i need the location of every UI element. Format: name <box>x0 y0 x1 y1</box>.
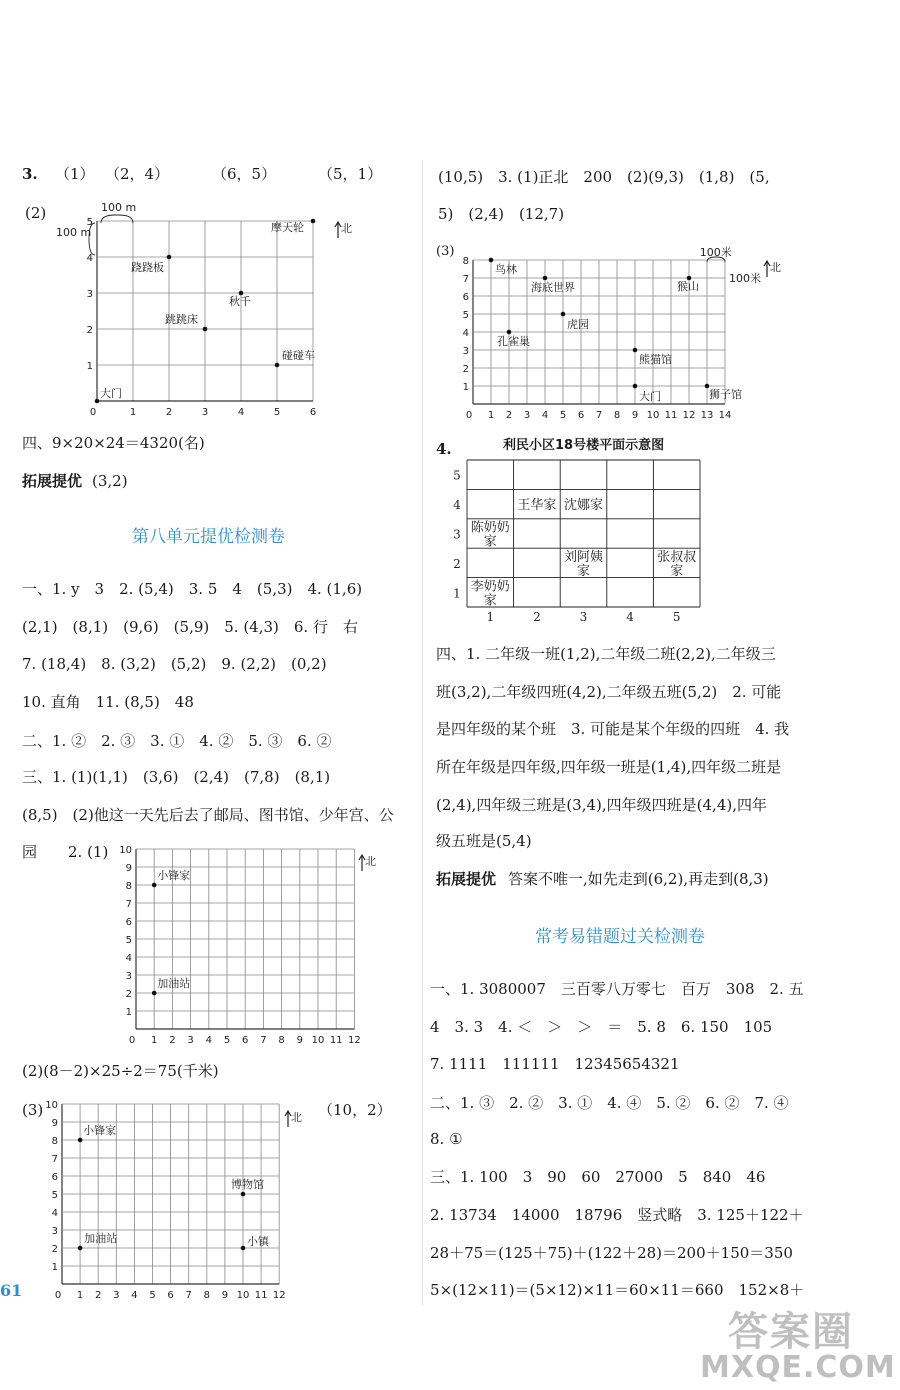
part4-line-1: 四、1. 二年级一班(1,2),二年级二班(2,2),二年级三 <box>436 645 776 663</box>
y-tick-label: 10 <box>119 845 132 856</box>
unit8-line-2: (2,1) (8,1) (9,6) (5,9) 5. (4,3) 6. 行 右 <box>22 618 358 636</box>
point-label: 狮子馆 <box>709 388 742 401</box>
left-part4-answer: 四、9×20×24＝4320(名) <box>22 434 205 452</box>
x-tick-label: 11 <box>329 1035 343 1046</box>
x-tick-label: 2 <box>169 1035 176 1046</box>
q3-number: 3. <box>22 165 38 183</box>
q3-label-right: (3) <box>436 244 455 259</box>
scale-label-vertical: 100米 <box>729 272 761 285</box>
table-cell-text: 王华家 <box>517 498 557 514</box>
y-tick-label: 3 <box>51 1226 58 1237</box>
y-tick-label: 8 <box>462 256 469 267</box>
y-tick-label: 7 <box>125 899 132 910</box>
y-tick-label: 2 <box>125 989 132 1000</box>
section8-title: 第八单元提优检测卷 <box>132 527 285 547</box>
x-tick-label: 9 <box>221 1290 229 1301</box>
x-tick-label: 12 <box>272 1290 286 1301</box>
point-label: 博物馆 <box>231 1178 264 1191</box>
scale-brace <box>101 215 133 223</box>
map-point <box>167 255 172 260</box>
unit8-line-3: 7. (18,4) 8. (3,2) (5,2) 9. (2,2) (0,2) <box>22 655 327 673</box>
unit8-line-1: 一、1. y 3 2. (5,4) 3. 5 4 (5,3) 4. (1,6) <box>22 580 363 598</box>
x-tick-label: 11 <box>254 1290 268 1301</box>
x-tick-label: 4 <box>237 407 245 418</box>
point-label: 大门 <box>639 390 661 403</box>
unit8-line-5: 二、1. ② 2. ③ 3. ① 4. ② 5. ③ 6. ② <box>22 732 332 750</box>
scale-label: 100米 <box>699 246 732 259</box>
watermark-logo-text: 答案圈 <box>728 1309 854 1355</box>
y-tick-label: 4 <box>462 328 469 339</box>
y-tick-label: 2 <box>51 1244 58 1255</box>
table-col-label: 4 <box>626 610 634 624</box>
x-tick-label: 4 <box>205 1035 212 1046</box>
point-label: 摩天轮 <box>271 221 304 234</box>
x-tick-label: 2 <box>95 1290 102 1301</box>
scale-label-vertical: 100 m <box>56 225 92 239</box>
x-tick-label: 5 <box>273 407 281 418</box>
y-tick-label: 2 <box>86 325 93 336</box>
x-tick-label: 0 <box>465 410 473 421</box>
x-tick-label: 12 <box>348 1035 361 1046</box>
y-tick-label: 7 <box>462 274 469 285</box>
x-tick-label: 1 <box>129 407 137 418</box>
x-tick-label: 0 <box>128 1035 136 1046</box>
table-col-label: 5 <box>672 610 681 624</box>
y-tick-label: 3 <box>462 346 469 357</box>
point-label: 秋千 <box>229 295 251 308</box>
mistakes-line-3: 7. 1111 111111 12345654321 <box>430 1055 680 1073</box>
right-line-1: (10,5) 3. (1)正北 200 (2)(9,3) (1,8) (5, <box>438 168 770 186</box>
north-label: 北 <box>291 1111 302 1124</box>
q3-answer-1: （2，4） <box>105 165 170 183</box>
table-col-label: 2 <box>533 610 541 624</box>
map-point <box>241 1246 246 1251</box>
mistakes-line-8: 28＋75＝(125＋75)＋(122＋28)＝200＋150＝350 <box>430 1244 793 1262</box>
y-tick-label: 9 <box>125 863 132 874</box>
map-point <box>95 399 100 404</box>
table-row-label: 2 <box>453 556 461 571</box>
left-extension-answer: (3,2) <box>92 472 128 490</box>
point-label: 碰碰车 <box>282 349 315 362</box>
point-label: 猴山 <box>677 280 699 293</box>
floor-plan-title: 利民小区18号楼平面示意图 <box>503 438 665 453</box>
point-label: 鸟林 <box>495 263 517 276</box>
x-tick-label: 9 <box>631 410 639 421</box>
map-point <box>507 330 512 335</box>
table-cell-text: 沈娜家 <box>563 498 604 514</box>
table-row-label: 3 <box>453 527 461 542</box>
x-tick-label: 5 <box>149 1290 156 1301</box>
point-label: 大门 <box>100 387 122 400</box>
x-tick-label: 8 <box>613 410 621 421</box>
y-tick-label: 1 <box>51 1262 58 1273</box>
point-label: 加油站 <box>157 977 191 990</box>
x-tick-label: 3 <box>187 1035 194 1046</box>
q3-label-left: (3) <box>22 1101 44 1119</box>
x-tick-label: 8 <box>203 1290 210 1301</box>
y-tick-label: 6 <box>51 1172 58 1183</box>
unit8-line-7: (8,5) (2)他这一天先后去了邮局、图书馆、少年宫、公 <box>22 806 394 824</box>
left-extension-label: 拓展提优 <box>22 472 83 490</box>
distance-answer: (2)(8－2)×25÷2＝75(千米) <box>22 1062 219 1080</box>
point-label: 加油站 <box>84 1232 118 1245</box>
part4-line-5: (2,4),四年级三班是(3,4),四年级四班是(4,4),四年 <box>436 796 767 814</box>
y-tick-label: 4 <box>51 1208 58 1219</box>
x-tick-label: 1 <box>487 410 495 421</box>
unit8-line-6: 三、1. (1)(1,1) (3,6) (2,4) (7,8) (8,1) <box>22 768 331 786</box>
scale-label: 100 m <box>101 201 137 214</box>
map-point <box>633 348 638 353</box>
x-tick-label: 0 <box>89 407 97 418</box>
mistakes-line-5: 8. ① <box>430 1130 463 1148</box>
mistakes-line-7: 2. 13734 14000 18796 竖式略 3. 125＋122＋ <box>430 1206 804 1224</box>
y-tick-label: 1 <box>462 382 469 393</box>
x-tick-label: 6 <box>309 407 317 418</box>
unit8-line-4: 10. 直角 11. (8,5) 48 <box>22 693 194 711</box>
point-label: 海底世界 <box>531 281 575 294</box>
part4-line-3: 是四年级的某个班 3. 可能是某个年级的四班 4. 我 <box>436 720 790 738</box>
point-label: 小镇 <box>247 1235 269 1248</box>
map-point <box>275 363 280 368</box>
x-tick-label: 3 <box>201 407 209 418</box>
q3-answer-3: （5，1） <box>318 165 383 183</box>
mistakes-line-9: 5×(12×11)＝(5×12)×11＝60×11＝660 152×8＋ <box>430 1281 805 1299</box>
table-cell-text: 刘阿姨 <box>563 549 604 565</box>
table-row-label: 1 <box>453 586 461 601</box>
y-tick-label: 10 <box>45 1100 58 1111</box>
watermark-url: MXQE.COM <box>700 1350 896 1385</box>
x-tick-label: 7 <box>260 1035 267 1046</box>
x-tick-label: 4 <box>541 410 549 421</box>
map-point <box>561 312 566 317</box>
part4-line-4: 所在年级是四年级,四年级一班是(1,4),四年级二班是 <box>436 758 782 776</box>
right-extension-label: 拓展提优 <box>436 870 497 888</box>
north-label: 北 <box>365 855 376 868</box>
map-point <box>311 219 316 224</box>
point-label: 孔雀巢 <box>497 335 530 348</box>
y-tick-label: 8 <box>51 1136 58 1147</box>
y-tick-label: 2 <box>462 364 469 375</box>
table-row-label: 4 <box>453 498 461 513</box>
part4-line-6: 级五班是(5,4) <box>436 832 532 850</box>
table-cell-text: 家 <box>483 534 497 550</box>
x-tick-label: 5 <box>223 1035 231 1046</box>
table-row-label: 5 <box>453 468 461 483</box>
y-tick-label: 5 <box>51 1190 58 1201</box>
y-tick-label: 4 <box>125 953 132 964</box>
town-coordinate: （10，2） <box>318 1101 392 1119</box>
north-label: 北 <box>341 222 352 235</box>
map-point <box>203 327 208 332</box>
y-tick-label: 5 <box>125 935 132 946</box>
y-tick-label: 1 <box>125 1007 132 1018</box>
x-tick-label: 8 <box>278 1035 285 1046</box>
q4-label: 4. <box>436 440 452 458</box>
map-point <box>489 258 494 263</box>
part4-line-2: 班(3,2),二年级四班(4,2),二年级五班(5,2) 2. 可能 <box>436 683 782 701</box>
x-tick-label: 2 <box>505 410 513 421</box>
mistakes-line-1: 一、1. 3080007 三百零八万零七 百万 308 2. 五 <box>430 980 804 998</box>
x-tick-label: 10 <box>311 1035 325 1046</box>
unit8-q2-label: 2. (1) <box>68 843 109 861</box>
y-tick-label: 9 <box>51 1118 58 1129</box>
y-tick-label: 8 <box>125 881 132 892</box>
q3-answer-2: （6，5） <box>212 165 277 183</box>
mistakes-section-title: 常考易错题过关检测卷 <box>535 927 705 947</box>
y-tick-label: 3 <box>86 289 93 300</box>
x-tick-label: 6 <box>577 410 585 421</box>
map-point <box>241 1192 246 1197</box>
x-tick-label: 6 <box>167 1290 174 1301</box>
point-label: 跷跷板 <box>131 261 164 274</box>
y-tick-label: 6 <box>462 292 469 303</box>
map-point <box>78 1246 83 1251</box>
x-tick-label: 1 <box>76 1290 84 1301</box>
x-tick-label: 13 <box>700 410 714 421</box>
x-tick-label: 9 <box>296 1035 303 1046</box>
mistakes-line-4: 二、1. ③ 2. ② 3. ① 4. ④ 5. ② 6. ② 7. ④ <box>430 1094 789 1112</box>
right-line-2: 5) (2,4) (12,7) <box>438 205 565 223</box>
mistakes-line-2: 4 3. 3 4. ＜ ＞ ＞ ＝ 5. 8 6. 150 105 <box>430 1018 773 1036</box>
x-tick-label: 12 <box>682 410 696 421</box>
x-tick-label: 7 <box>595 410 603 421</box>
table-col-label: 3 <box>579 610 588 624</box>
x-tick-label: 5 <box>559 410 567 421</box>
table-cell-text: 家 <box>576 563 591 579</box>
unit8-line-8: 园 <box>22 843 38 861</box>
x-tick-label: 14 <box>718 410 732 421</box>
north-label: 北 <box>770 261 781 274</box>
point-label: 熊猫馆 <box>639 353 672 366</box>
x-tick-label: 1 <box>151 1035 158 1046</box>
q2-label: (2) <box>25 204 47 222</box>
x-tick-label: 3 <box>523 410 531 421</box>
table-cell-text: 家 <box>483 593 497 609</box>
x-tick-label: 3 <box>113 1290 120 1301</box>
x-tick-label: 2 <box>165 407 173 418</box>
map-point <box>543 276 548 281</box>
y-tick-label: 3 <box>125 971 132 982</box>
table-cell-text: 陈奶奶 <box>470 520 510 536</box>
map-point <box>78 1138 83 1143</box>
x-tick-label: 10 <box>236 1290 250 1301</box>
x-tick-label: 10 <box>646 410 660 421</box>
right-extension-answer: 答案不唯一,如先走到(6,2),再走到(8,3) <box>508 870 769 888</box>
y-tick-label: 7 <box>51 1154 58 1165</box>
point-label: 小锋家 <box>157 869 191 882</box>
table-col-label: 1 <box>486 610 495 624</box>
mistakes-line-6: 三、1. 100 3 90 60 27000 5 840 46 <box>430 1168 766 1186</box>
point-label: 虎园 <box>567 318 589 331</box>
y-tick-label: 5 <box>462 310 469 321</box>
x-tick-label: 7 <box>185 1290 192 1301</box>
map-point <box>152 991 157 996</box>
table-cell-text: 李奶奶 <box>470 579 510 595</box>
x-tick-label: 4 <box>131 1290 138 1301</box>
table-cell-text: 张叔叔 <box>657 549 697 565</box>
point-label: 跳跳床 <box>165 313 198 326</box>
x-tick-label: 11 <box>664 410 678 421</box>
y-tick-label: 4 <box>86 253 93 264</box>
x-tick-label: 6 <box>242 1035 249 1046</box>
y-tick-label: 1 <box>86 361 93 372</box>
map-point <box>633 384 638 389</box>
point-label: 小锋家 <box>83 1124 117 1137</box>
y-tick-label: 5 <box>86 217 93 228</box>
table-cell-text: 家 <box>670 563 684 579</box>
y-tick-label: 6 <box>125 917 132 928</box>
x-tick-label: 0 <box>54 1290 62 1301</box>
column-divider <box>422 160 423 1305</box>
q3-part1: （1） <box>55 165 95 183</box>
page-number: 61 <box>0 1281 23 1300</box>
map-point <box>152 883 157 888</box>
